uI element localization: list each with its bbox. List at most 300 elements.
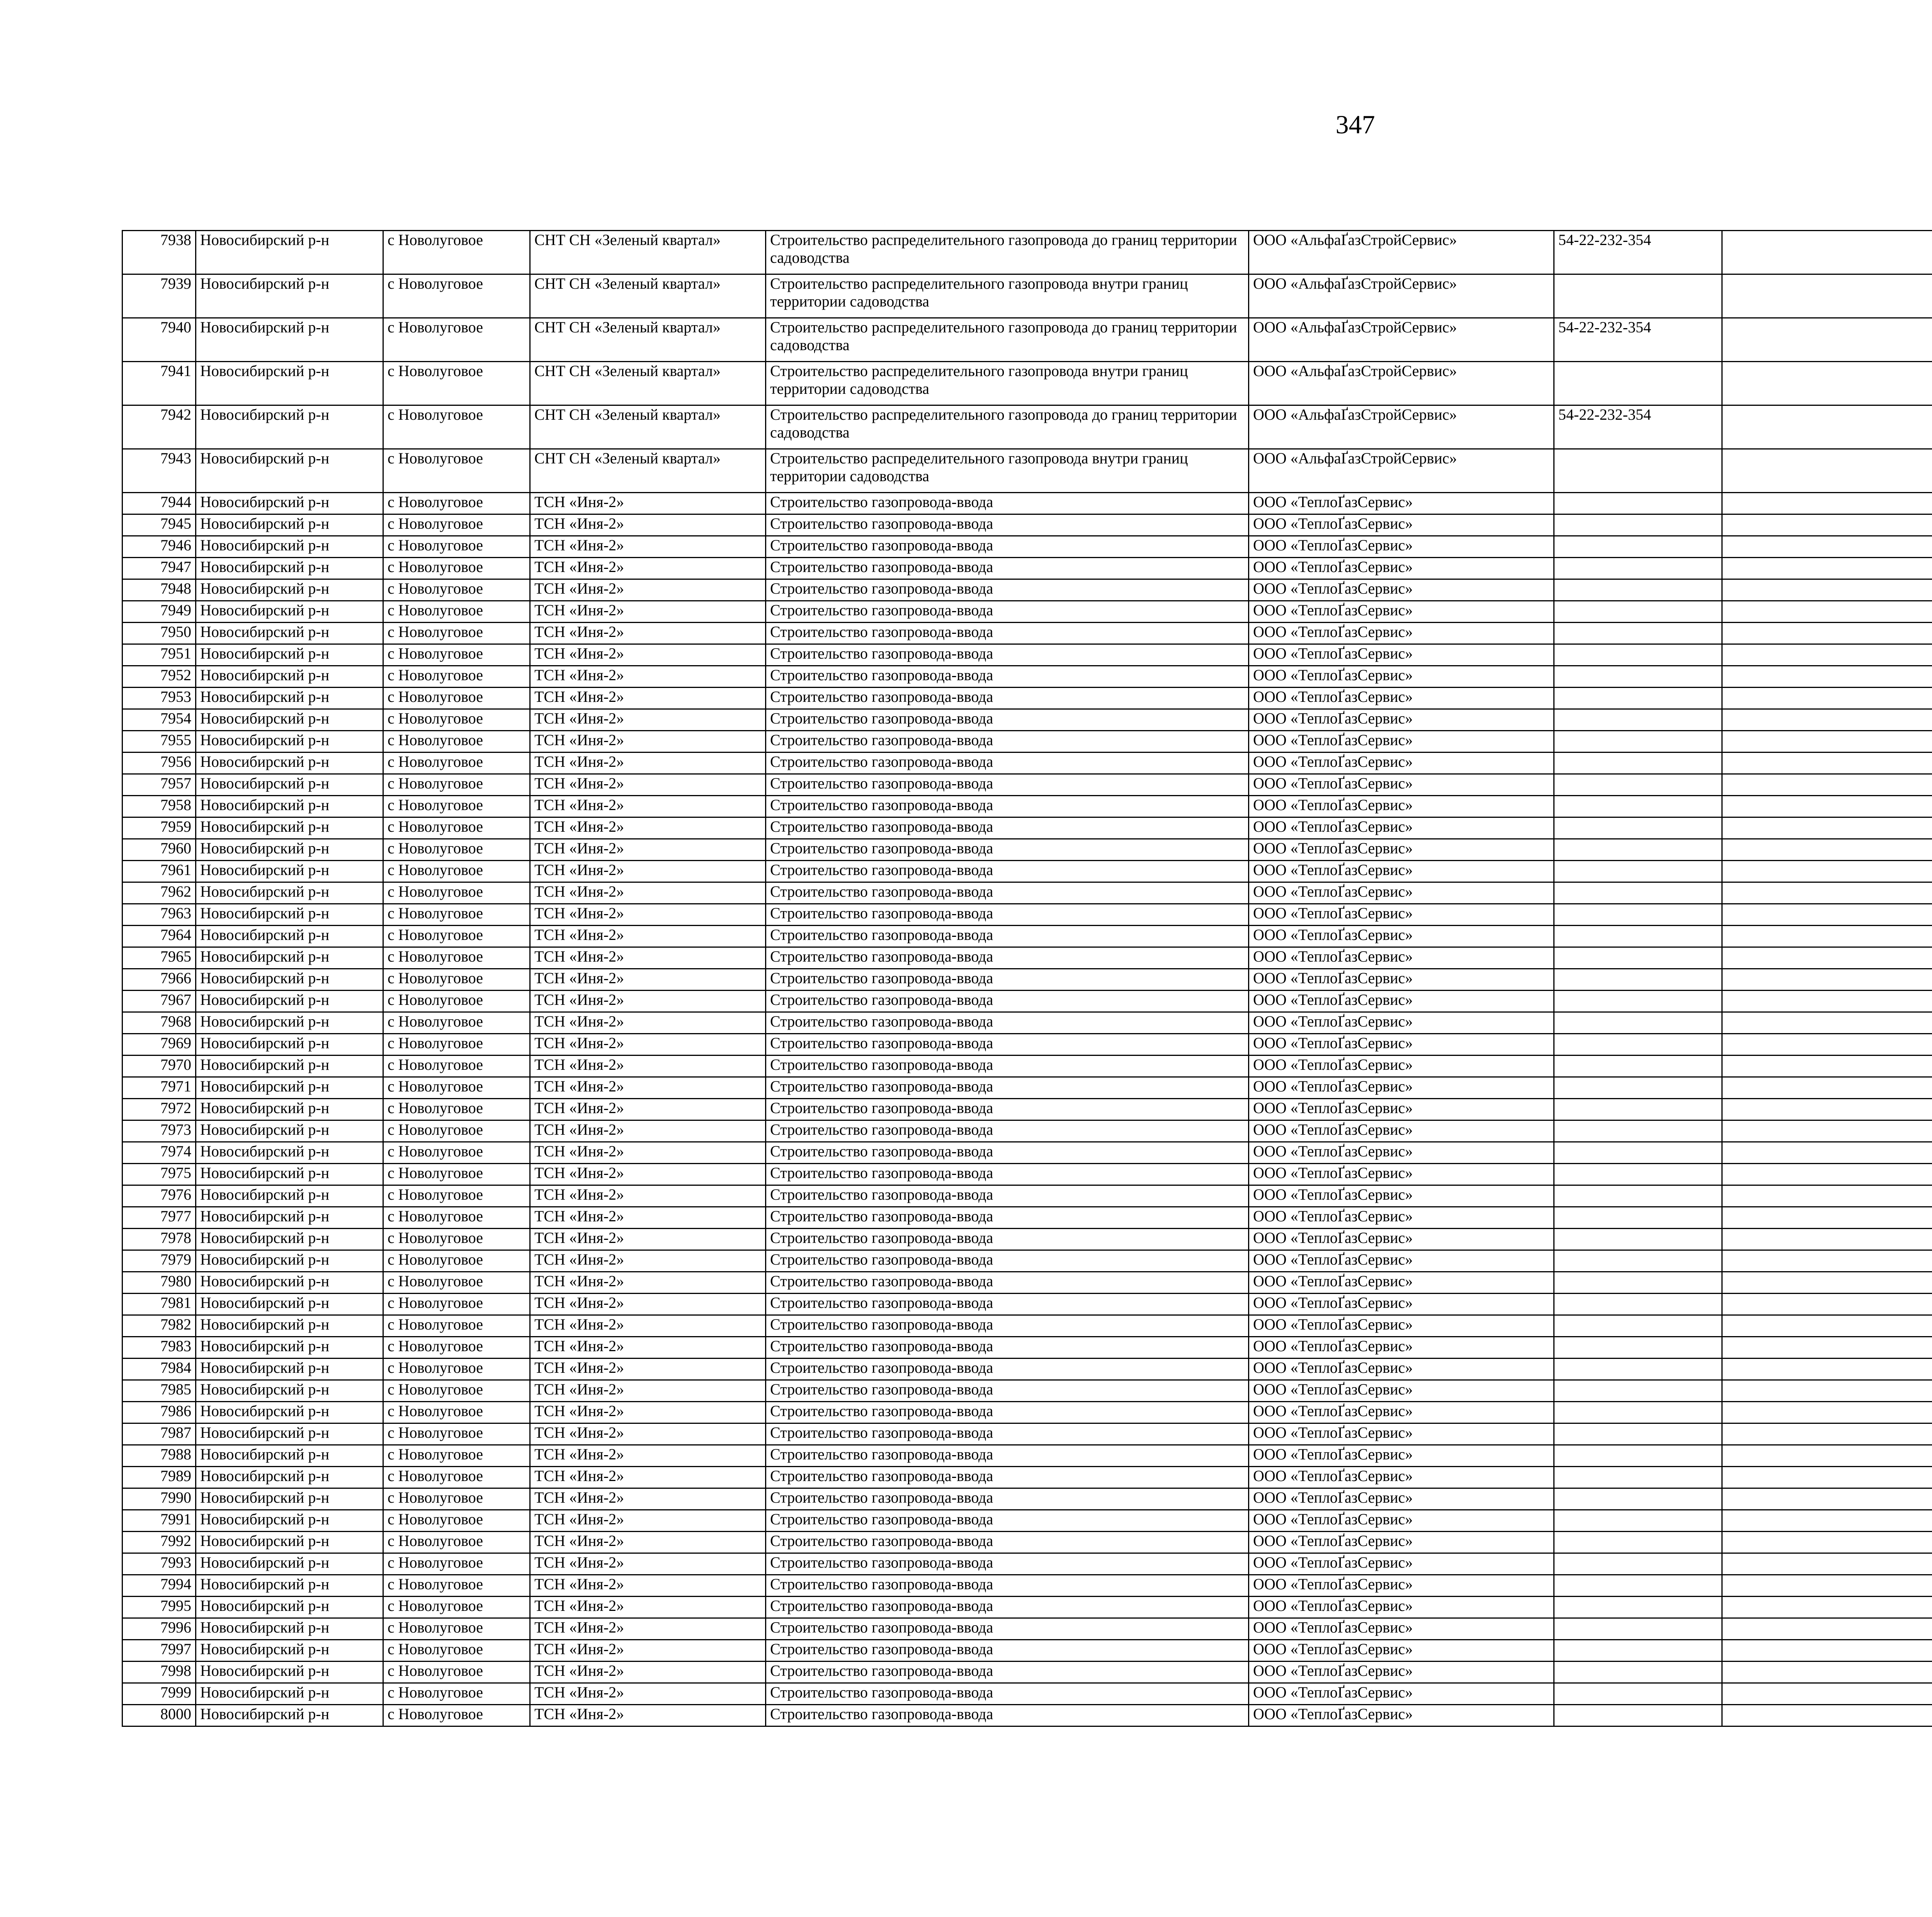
village-cell: с Новолуговое: [383, 1705, 530, 1726]
empty-cell: [1722, 1185, 1932, 1207]
permit-number-cell: [1554, 1510, 1722, 1532]
row-number: 7979: [122, 1250, 196, 1272]
village-cell: с Новолуговое: [383, 493, 530, 514]
empty-cell: [1722, 1099, 1932, 1120]
district-cell: Новосибирский р-н: [196, 318, 383, 362]
organization-cell: ООО «ТеплоҐазСервис»: [1249, 882, 1554, 904]
society-cell: ТСН «Иня-2»: [530, 1553, 766, 1575]
village-cell: с Новолуговое: [383, 1662, 530, 1683]
society-cell: ТСН «Иня-2»: [530, 1683, 766, 1705]
work-type-cell: Строительство газопровода-ввода: [766, 536, 1249, 558]
table-row: [122, 926, 1932, 947]
row-number: 7971: [122, 1077, 196, 1099]
table-row: [122, 991, 1932, 1012]
district-cell: Новосибирский р-н: [196, 1272, 383, 1294]
village-cell: с Новолуговое: [383, 558, 530, 579]
organization-cell: ООО «ТеплоҐазСервис»: [1249, 731, 1554, 752]
row-number: 7988: [122, 1445, 196, 1467]
village-cell: с Новолуговое: [383, 1423, 530, 1445]
permit-number-cell: [1554, 1445, 1722, 1467]
society-cell: ТСН «Иня-2»: [530, 1012, 766, 1034]
district-cell: Новосибирский р-н: [196, 731, 383, 752]
work-type-cell: Строительство газопровода-ввода: [766, 1618, 1249, 1640]
permit-number-cell: [1554, 493, 1722, 514]
empty-cell: [1722, 231, 1932, 274]
work-type-cell: Строительство газопровода-ввода: [766, 882, 1249, 904]
work-type-cell: Строительство газопровода-ввода: [766, 861, 1249, 882]
work-type-cell: Строительство газопровода-ввода: [766, 644, 1249, 666]
table-row: [122, 1445, 1932, 1467]
empty-cell: [1722, 991, 1932, 1012]
organization-cell: ООО «ТеплоҐазСервис»: [1249, 1120, 1554, 1142]
permit-number-cell: [1554, 947, 1722, 969]
district-cell: Новосибирский р-н: [196, 1575, 383, 1597]
work-type-cell: Строительство газопровода-ввода: [766, 1402, 1249, 1423]
village-cell: с Новолуговое: [383, 536, 530, 558]
organization-cell: ООО «ТеплоҐазСервис»: [1249, 1056, 1554, 1077]
village-cell: с Новолуговое: [383, 1164, 530, 1185]
society-cell: СНТ СН «Зеленый квартал»: [530, 449, 766, 493]
table-row: [122, 1272, 1932, 1294]
work-type-cell: Строительство газопровода-ввода: [766, 1510, 1249, 1532]
work-type-cell: Строительство газопровода-ввода: [766, 796, 1249, 817]
work-type-cell: Строительство газопровода-ввода: [766, 1380, 1249, 1402]
organization-cell: ООО «ТеплоҐазСервис»: [1249, 1553, 1554, 1575]
row-number: 7959: [122, 817, 196, 839]
organization-cell: ООО «ТеплоҐазСервис»: [1249, 1207, 1554, 1229]
empty-cell: [1722, 796, 1932, 817]
organization-cell: ООО «АльфаҐазСтройСервис»: [1249, 318, 1554, 362]
permit-number-cell: [1554, 1553, 1722, 1575]
work-type-cell: Строительство газопровода-ввода: [766, 1423, 1249, 1445]
row-number: 7943: [122, 449, 196, 493]
empty-cell: [1722, 882, 1932, 904]
work-type-cell: Строительство газопровода-ввода: [766, 1294, 1249, 1315]
table-row: [122, 1597, 1932, 1618]
table-row: [122, 796, 1932, 817]
society-cell: ТСН «Иня-2»: [530, 731, 766, 752]
empty-cell: [1722, 1467, 1932, 1488]
permit-number-cell: [1554, 817, 1722, 839]
organization-cell: ООО «ТеплоҐазСервис»: [1249, 1467, 1554, 1488]
permit-number-cell: [1554, 1056, 1722, 1077]
row-number: 7945: [122, 514, 196, 536]
society-cell: ТСН «Иня-2»: [530, 1250, 766, 1272]
table-row: [122, 774, 1932, 796]
village-cell: с Новолуговое: [383, 666, 530, 688]
organization-cell: ООО «ТеплоҐазСервис»: [1249, 1380, 1554, 1402]
district-cell: Новосибирский р-н: [196, 861, 383, 882]
organization-cell: ООО «АльфаҐазСтройСервис»: [1249, 274, 1554, 318]
table-row: [122, 1380, 1932, 1402]
village-cell: с Новолуговое: [383, 774, 530, 796]
permit-number-cell: [1554, 1359, 1722, 1380]
village-cell: с Новолуговое: [383, 1532, 530, 1553]
district-cell: Новосибирский р-н: [196, 1705, 383, 1726]
district-cell: Новосибирский р-н: [196, 493, 383, 514]
row-number: 7958: [122, 796, 196, 817]
work-type-cell: Строительство газопровода-ввода: [766, 1488, 1249, 1510]
organization-cell: ООО «ТеплоҐазСервис»: [1249, 1488, 1554, 1510]
empty-cell: [1722, 493, 1932, 514]
work-type-cell: Строительство газопровода-ввода: [766, 1337, 1249, 1359]
permit-number-cell: [1554, 1597, 1722, 1618]
row-number: 7987: [122, 1423, 196, 1445]
permit-number-cell: [1554, 839, 1722, 861]
work-type-cell: Строительство газопровода-ввода: [766, 1099, 1249, 1120]
row-number: 7997: [122, 1640, 196, 1662]
empty-cell: [1722, 1250, 1932, 1272]
society-cell: ТСН «Иня-2»: [530, 493, 766, 514]
organization-cell: ООО «ТеплоҐазСервис»: [1249, 817, 1554, 839]
permit-number-cell: [1554, 536, 1722, 558]
organization-cell: ООО «ТеплоҐазСервис»: [1249, 1272, 1554, 1294]
organization-cell: ООО «ТеплоҐазСервис»: [1249, 1423, 1554, 1445]
permit-number-cell: [1554, 514, 1722, 536]
village-cell: с Новолуговое: [383, 514, 530, 536]
empty-cell: [1722, 1640, 1932, 1662]
society-cell: ТСН «Иня-2»: [530, 1207, 766, 1229]
district-cell: Новосибирский р-н: [196, 796, 383, 817]
row-number: 7953: [122, 688, 196, 709]
district-cell: Новосибирский р-н: [196, 1445, 383, 1467]
permit-number-cell: 54-22-232-354: [1554, 231, 1722, 274]
empty-cell: [1722, 774, 1932, 796]
row-number: 7980: [122, 1272, 196, 1294]
work-type-cell: Строительство газопровода-ввода: [766, 514, 1249, 536]
empty-cell: [1722, 1597, 1932, 1618]
table-row: [122, 1229, 1932, 1250]
empty-cell: [1722, 579, 1932, 601]
table-row: [122, 1575, 1932, 1597]
organization-cell: ООО «ТеплоҐазСервис»: [1249, 926, 1554, 947]
work-type-cell: Строительство газопровода-ввода: [766, 1250, 1249, 1272]
society-cell: СНТ СН «Зеленый квартал»: [530, 231, 766, 274]
work-type-cell: Строительство газопровода-ввода: [766, 1467, 1249, 1488]
organization-cell: ООО «ТеплоҐазСервис»: [1249, 1510, 1554, 1532]
work-type-cell: Строительство газопровода-ввода: [766, 817, 1249, 839]
table-row: [122, 1034, 1932, 1056]
organization-cell: ООО «ТеплоҐазСервис»: [1249, 1359, 1554, 1380]
table-row: [122, 1359, 1932, 1380]
permit-number-cell: [1554, 579, 1722, 601]
society-cell: ТСН «Иня-2»: [530, 1337, 766, 1359]
work-type-cell: Строительство газопровода-ввода: [766, 991, 1249, 1012]
permit-number-cell: [1554, 1099, 1722, 1120]
organization-cell: ООО «ТеплоҐазСервис»: [1249, 1532, 1554, 1553]
table-row: [122, 1056, 1932, 1077]
permit-number-cell: [1554, 449, 1722, 493]
row-number: 7949: [122, 601, 196, 623]
permit-number-cell: [1554, 1618, 1722, 1640]
permit-number-cell: [1554, 274, 1722, 318]
society-cell: ТСН «Иня-2»: [530, 1423, 766, 1445]
organization-cell: ООО «ТеплоҐазСервис»: [1249, 709, 1554, 731]
village-cell: с Новолуговое: [383, 579, 530, 601]
permit-number-cell: [1554, 1402, 1722, 1423]
table-row: [122, 1207, 1932, 1229]
society-cell: ТСН «Иня-2»: [530, 752, 766, 774]
district-cell: Новосибирский р-н: [196, 666, 383, 688]
table-row: [122, 1532, 1932, 1553]
village-cell: с Новолуговое: [383, 688, 530, 709]
society-cell: ТСН «Иня-2»: [530, 1467, 766, 1488]
row-number: 7972: [122, 1099, 196, 1120]
district-cell: Новосибирский р-н: [196, 1532, 383, 1553]
table-row: [122, 601, 1932, 623]
organization-cell: ООО «ТеплоҐазСервис»: [1249, 1402, 1554, 1423]
village-cell: с Новолуговое: [383, 1229, 530, 1250]
table-row: [122, 623, 1932, 644]
row-number: 7951: [122, 644, 196, 666]
work-type-cell: Строительство газопровода-ввода: [766, 666, 1249, 688]
society-cell: ТСН «Иня-2»: [530, 1164, 766, 1185]
village-cell: с Новолуговое: [383, 1185, 530, 1207]
district-cell: Новосибирский р-н: [196, 947, 383, 969]
society-cell: ТСН «Иня-2»: [530, 579, 766, 601]
district-cell: Новосибирский р-н: [196, 1250, 383, 1272]
empty-cell: [1722, 1532, 1932, 1553]
district-cell: Новосибирский р-н: [196, 1315, 383, 1337]
society-cell: ТСН «Иня-2»: [530, 991, 766, 1012]
organization-cell: ООО «ТеплоҐазСервис»: [1249, 644, 1554, 666]
table-row: [122, 817, 1932, 839]
empty-cell: [1722, 1207, 1932, 1229]
village-cell: с Новолуговое: [383, 1597, 530, 1618]
district-cell: Новосибирский р-н: [196, 1553, 383, 1575]
row-number: 7977: [122, 1207, 196, 1229]
organization-cell: ООО «АльфаҐазСтройСервис»: [1249, 362, 1554, 405]
organization-cell: ООО «ТеплоҐазСервис»: [1249, 1034, 1554, 1056]
organization-cell: ООО «ТеплоҐазСервис»: [1249, 558, 1554, 579]
empty-cell: [1722, 1142, 1932, 1164]
organization-cell: ООО «ТеплоҐазСервис»: [1249, 1077, 1554, 1099]
village-cell: с Новолуговое: [383, 644, 530, 666]
empty-cell: [1722, 1662, 1932, 1683]
village-cell: с Новолуговое: [383, 1207, 530, 1229]
permit-number-cell: [1554, 731, 1722, 752]
empty-cell: [1722, 1120, 1932, 1142]
row-number: 7974: [122, 1142, 196, 1164]
permit-number-cell: [1554, 1272, 1722, 1294]
district-cell: Новосибирский р-н: [196, 623, 383, 644]
work-type-cell: Строительство газопровода-ввода: [766, 926, 1249, 947]
row-number: 7982: [122, 1315, 196, 1337]
village-cell: с Новолуговое: [383, 1294, 530, 1315]
society-cell: ТСН «Иня-2»: [530, 1402, 766, 1423]
permit-number-cell: [1554, 1423, 1722, 1445]
permit-number-cell: [1554, 969, 1722, 991]
empty-cell: [1722, 904, 1932, 926]
table-row: [122, 709, 1932, 731]
society-cell: ТСН «Иня-2»: [530, 947, 766, 969]
work-type-cell: Строительство распределительного газопровода до границ территории садоводства: [766, 405, 1249, 449]
empty-cell: [1722, 1229, 1932, 1250]
table-row: [122, 969, 1932, 991]
table-row: [122, 318, 1932, 362]
table-row: [122, 839, 1932, 861]
organization-cell: ООО «АльфаҐазСтройСервис»: [1249, 449, 1554, 493]
empty-cell: [1722, 1315, 1932, 1337]
organization-cell: ООО «ТеплоҐазСервис»: [1249, 666, 1554, 688]
work-type-cell: Строительство газопровода-ввода: [766, 904, 1249, 926]
empty-cell: [1722, 1445, 1932, 1467]
village-cell: с Новолуговое: [383, 731, 530, 752]
district-cell: Новосибирский р-н: [196, 274, 383, 318]
society-cell: ТСН «Иня-2»: [530, 1056, 766, 1077]
table-row: [122, 731, 1932, 752]
table-row: [122, 1077, 1932, 1099]
table-row: [122, 1120, 1932, 1142]
row-number: 7995: [122, 1597, 196, 1618]
row-number: 7939: [122, 274, 196, 318]
permit-number-cell: [1554, 558, 1722, 579]
district-cell: Новосибирский р-н: [196, 231, 383, 274]
empty-cell: [1722, 731, 1932, 752]
society-cell: СНТ СН «Зеленый квартал»: [530, 274, 766, 318]
work-type-cell: Строительство газопровода-ввода: [766, 709, 1249, 731]
work-type-cell: Строительство газопровода-ввода: [766, 1012, 1249, 1034]
village-cell: с Новолуговое: [383, 817, 530, 839]
village-cell: с Новолуговое: [383, 926, 530, 947]
table-row: [122, 493, 1932, 514]
row-number: 7984: [122, 1359, 196, 1380]
village-cell: с Новолуговое: [383, 1402, 530, 1423]
district-cell: Новосибирский р-н: [196, 1618, 383, 1640]
row-number: 7992: [122, 1532, 196, 1553]
row-number: 7967: [122, 991, 196, 1012]
organization-cell: ООО «ТеплоҐазСервис»: [1249, 774, 1554, 796]
society-cell: ТСН «Иня-2»: [530, 1618, 766, 1640]
society-cell: ТСН «Иня-2»: [530, 1359, 766, 1380]
society-cell: ТСН «Иня-2»: [530, 688, 766, 709]
district-cell: Новосибирский р-н: [196, 1640, 383, 1662]
work-type-cell: Строительство газопровода-ввода: [766, 1185, 1249, 1207]
empty-cell: [1722, 969, 1932, 991]
work-type-cell: Строительство газопровода-ввода: [766, 579, 1249, 601]
district-cell: Новосибирский р-н: [196, 1142, 383, 1164]
work-type-cell: Строительство газопровода-ввода: [766, 1640, 1249, 1662]
work-type-cell: Строительство газопровода-ввода: [766, 1553, 1249, 1575]
row-number: 7966: [122, 969, 196, 991]
permit-number-cell: [1554, 1142, 1722, 1164]
district-cell: Новосибирский р-н: [196, 1229, 383, 1250]
work-type-cell: Строительство распределительного газопровода внутри границ территории садоводства: [766, 274, 1249, 318]
organization-cell: ООО «ТеплоҐазСервис»: [1249, 1012, 1554, 1034]
society-cell: ТСН «Иня-2»: [530, 796, 766, 817]
row-number: 7968: [122, 1012, 196, 1034]
organization-cell: ООО «ТеплоҐазСервис»: [1249, 601, 1554, 623]
table-row: [122, 558, 1932, 579]
work-type-cell: Строительство газопровода-ввода: [766, 1445, 1249, 1467]
village-cell: с Новолуговое: [383, 1553, 530, 1575]
district-cell: Новосибирский р-н: [196, 1034, 383, 1056]
row-number: 7978: [122, 1229, 196, 1250]
table-row: [122, 752, 1932, 774]
work-type-cell: Строительство газопровода-ввода: [766, 1034, 1249, 1056]
row-number: 7954: [122, 709, 196, 731]
organization-cell: ООО «ТеплоҐазСервис»: [1249, 1445, 1554, 1467]
society-cell: ТСН «Иня-2»: [530, 1185, 766, 1207]
district-cell: Новосибирский р-н: [196, 1402, 383, 1423]
permit-number-cell: [1554, 644, 1722, 666]
village-cell: с Новолуговое: [383, 1683, 530, 1705]
row-number: 7940: [122, 318, 196, 362]
work-type-cell: Строительство газопровода-ввода: [766, 731, 1249, 752]
table-row: [122, 1099, 1932, 1120]
permit-number-cell: [1554, 1532, 1722, 1553]
empty-cell: [1722, 1575, 1932, 1597]
row-number: 7941: [122, 362, 196, 405]
row-number: 7965: [122, 947, 196, 969]
district-cell: Новосибирский р-н: [196, 1077, 383, 1099]
work-type-cell: Строительство газопровода-ввода: [766, 1532, 1249, 1553]
village-cell: с Новолуговое: [383, 991, 530, 1012]
society-cell: ТСН «Иня-2»: [530, 839, 766, 861]
table-row: [122, 1467, 1932, 1488]
permit-number-cell: [1554, 1337, 1722, 1359]
empty-cell: [1722, 688, 1932, 709]
table-row: [122, 1337, 1932, 1359]
table-row: [122, 861, 1932, 882]
work-type-cell: Строительство газопровода-ввода: [766, 558, 1249, 579]
permit-number-cell: [1554, 1488, 1722, 1510]
permit-number-cell: [1554, 1575, 1722, 1597]
empty-cell: [1722, 1164, 1932, 1185]
table-row: [122, 1294, 1932, 1315]
permit-number-cell: [1554, 362, 1722, 405]
district-cell: Новосибирский р-н: [196, 709, 383, 731]
table-row: [122, 514, 1932, 536]
empty-cell: [1722, 449, 1932, 493]
empty-cell: [1722, 1359, 1932, 1380]
district-cell: Новосибирский р-н: [196, 1662, 383, 1683]
row-number: 7948: [122, 579, 196, 601]
row-number: 7944: [122, 493, 196, 514]
village-cell: с Новолуговое: [383, 969, 530, 991]
village-cell: с Новолуговое: [383, 1142, 530, 1164]
empty-cell: [1722, 536, 1932, 558]
permit-number-cell: [1554, 623, 1722, 644]
district-cell: Новосибирский р-н: [196, 1488, 383, 1510]
work-type-cell: Строительство газопровода-ввода: [766, 839, 1249, 861]
row-number: 7989: [122, 1467, 196, 1488]
organization-cell: ООО «ТеплоҐазСервис»: [1249, 1597, 1554, 1618]
work-type-cell: Строительство распределительного газопровода внутри границ территории садоводства: [766, 362, 1249, 405]
society-cell: ТСН «Иня-2»: [530, 709, 766, 731]
permit-number-cell: [1554, 1077, 1722, 1099]
district-cell: Новосибирский р-н: [196, 752, 383, 774]
work-type-cell: Строительство газопровода-ввода: [766, 1662, 1249, 1683]
organization-cell: ООО «ТеплоҐазСервис»: [1249, 623, 1554, 644]
society-cell: ТСН «Иня-2»: [530, 1510, 766, 1532]
work-type-cell: Строительство газопровода-ввода: [766, 774, 1249, 796]
table-row: [122, 644, 1932, 666]
district-cell: Новосибирский р-н: [196, 1185, 383, 1207]
permit-number-cell: [1554, 1185, 1722, 1207]
village-cell: с Новолуговое: [383, 1272, 530, 1294]
society-cell: ТСН «Иня-2»: [530, 1315, 766, 1337]
organization-cell: ООО «ТеплоҐазСервис»: [1249, 493, 1554, 514]
village-cell: с Новолуговое: [383, 601, 530, 623]
village-cell: с Новолуговое: [383, 1618, 530, 1640]
table-row: [122, 1185, 1932, 1207]
table-row: [122, 947, 1932, 969]
work-type-cell: Строительство газопровода-ввода: [766, 1315, 1249, 1337]
organization-cell: ООО «ТеплоҐазСервис»: [1249, 861, 1554, 882]
organization-cell: ООО «ТеплоҐазСервис»: [1249, 947, 1554, 969]
permit-number-cell: [1554, 1034, 1722, 1056]
